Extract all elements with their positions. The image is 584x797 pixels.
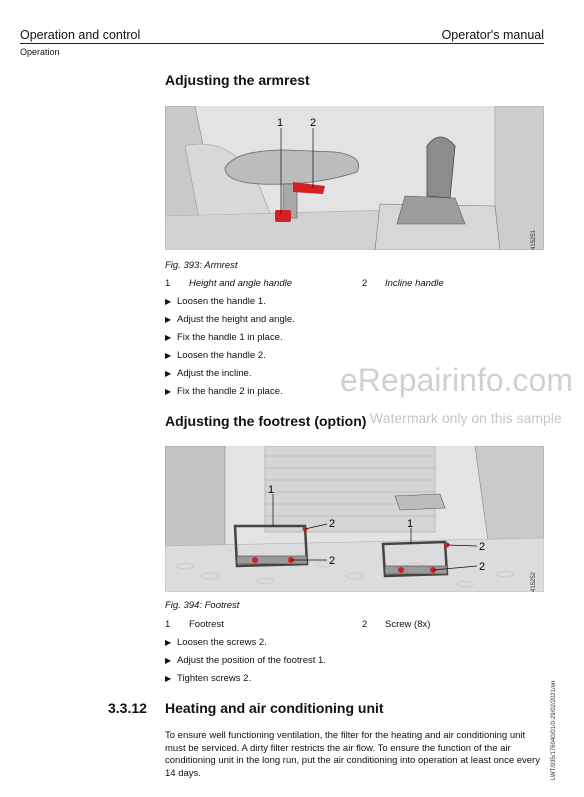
hvac-heading: Heating and air conditioning unit <box>165 700 384 716</box>
footrest-illustration <box>165 446 544 592</box>
armrest-heading: Adjusting the armrest <box>165 72 310 88</box>
step-item: ▶ Fix the handle 2 in place. <box>165 386 283 397</box>
legend-text: Footrest <box>189 619 224 630</box>
legend-text: Screw (8x) <box>385 619 431 630</box>
armrest-callout-1: 1 <box>277 117 284 129</box>
header-chapter-title: Operation and control <box>20 28 141 42</box>
step-arrow-icon: ▶ <box>165 369 172 378</box>
step-item: ▶ Adjust the position of the footrest 1. <box>165 655 326 666</box>
armrest-illustration <box>165 106 544 250</box>
step-item: ▶ Fix the handle 1 in place. <box>165 332 283 343</box>
header-manual-title: Operator's manual <box>441 28 544 42</box>
header-divider <box>20 43 544 44</box>
watermark-sub: Watermark only on this sample <box>370 410 562 426</box>
header-subtitle: Operation <box>20 47 60 57</box>
armrest-callout-2: 2 <box>310 117 317 129</box>
document-code: LWT/935/176040/01/0-29/02/2021/en <box>551 680 557 780</box>
step-item: ▶ Loosen the screws 2. <box>165 637 267 648</box>
footrest-callout-1b: 1 <box>407 518 414 530</box>
legend-number: 1 <box>165 278 171 289</box>
armrest-figure-id: 415251 <box>531 229 537 250</box>
legend-number: 1 <box>165 619 171 630</box>
step-arrow-icon: ▶ <box>165 656 172 665</box>
footrest-figure-id: 415252 <box>531 571 537 592</box>
step-item: ▶ Tighten screws 2. <box>165 673 252 684</box>
legend-number: 2 <box>362 278 368 289</box>
footrest-callout-1a: 1 <box>268 484 275 496</box>
step-item: ▶ Loosen the handle 2. <box>165 350 266 361</box>
section-number: 3.3.12 <box>108 700 147 716</box>
armrest-legend <box>165 278 544 292</box>
watermark-main: eRepairinfo.com <box>340 362 573 398</box>
legend-text: Incline handle <box>385 278 444 289</box>
step-item: ▶ Adjust the incline. <box>165 368 252 379</box>
legend-text: Height and angle handle <box>189 278 293 289</box>
step-item: ▶ Loosen the handle 1. <box>165 296 266 307</box>
footrest-legend <box>165 619 544 633</box>
step-arrow-icon: ▶ <box>165 351 172 360</box>
hvac-body-text: To ensure well functioning ventilation, the filter for the heating and air conditioning unit must be serviced. A dirty filter restricts the air flow. To ensure the function of the air conditioning unit in the long run, put the air conditioning into operation at least once every 14 days. <box>165 730 540 779</box>
footrest-callout-2d: 2 <box>479 561 486 573</box>
step-item: ▶ Adjust the height and angle. <box>165 314 295 325</box>
armrest-caption: Fig. 393: Armrest <box>165 260 238 271</box>
footrest-heading: Adjusting the footrest (option) <box>165 413 367 429</box>
step-arrow-icon: ▶ <box>165 674 172 683</box>
step-arrow-icon: ▶ <box>165 387 172 396</box>
footrest-callout-2c: 2 <box>479 541 486 553</box>
footrest-callout-2a: 2 <box>329 518 336 530</box>
footrest-callout-2b: 2 <box>329 555 336 567</box>
step-arrow-icon: ▶ <box>165 297 172 306</box>
step-arrow-icon: ▶ <box>165 638 172 647</box>
step-arrow-icon: ▶ <box>165 315 172 324</box>
step-arrow-icon: ▶ <box>165 333 172 342</box>
armrest-figure <box>165 106 544 250</box>
legend-number: 2 <box>362 619 368 630</box>
footrest-caption: Fig. 394: Footrest <box>165 600 240 611</box>
footrest-figure <box>165 446 544 592</box>
